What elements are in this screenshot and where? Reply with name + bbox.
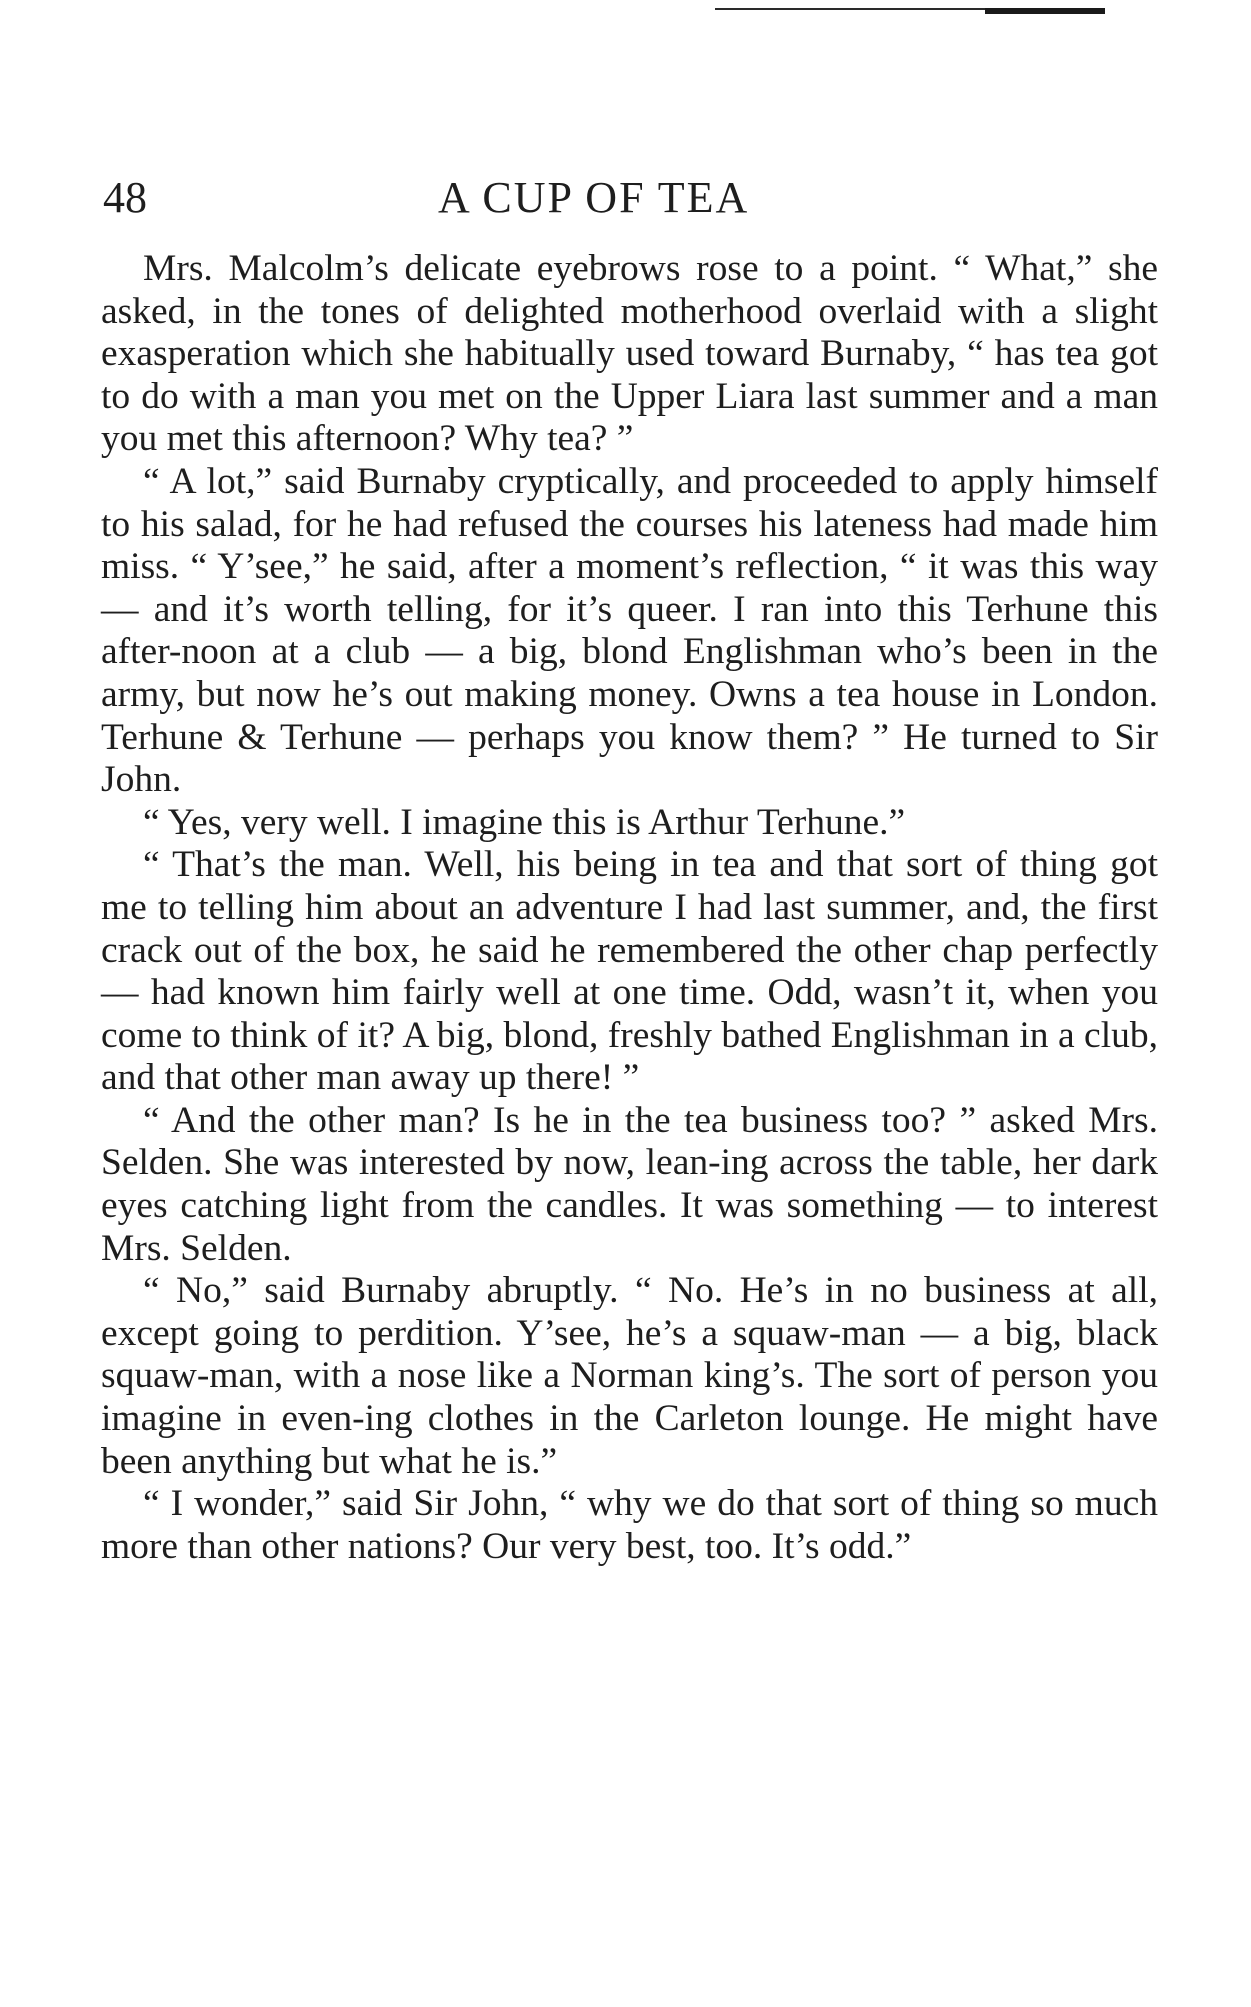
paragraph-4: “ That’s the man. Well, his being in tea and that sort of thing got me to telling him about an adventure I had last summer, and, the first crack out of the box, he said he remembered the other chap perfectly — had known him fairly well at one time. Odd, wasn’t it, when you come to think of it? A big, blond, freshly bathed Englishman in a club, and that other man away up there! ” [101, 844, 1158, 1099]
top-rule [715, 8, 1105, 16]
paragraph-3: “ Yes, very well. I imagine this is Arthur Terhune.” [143, 801, 906, 843]
paragraph-7: “ I wonder,” said Sir John, “ why we do that sort of thing so much more than other nations? Our very best, too. It’s odd.” [101, 1483, 1158, 1567]
page-number: 48 [103, 173, 147, 222]
paragraph-1: Mrs. Malcolm’s delicate eyebrows rose to a point. “ What,” she asked, in the tones of delighted motherhood overlaid with a slight exasperation which she habitually used toward Burnaby, “ has tea got to do with a man you met on the Upper Liara last summer and a man you met this afternoon? Why tea? ” [101, 248, 1158, 460]
paragraph-2: “ A lot,” said Burnaby cryptically, and proceeded to apply himself to his salad, for he had refused the courses his lateness had made him miss. “ Y’see,” he said, after a moment’s reflection, “ it was this way — and it’s worth telling, for it’s queer. I ran into this Terhune this after-noon at a club — a big, blond Englishman who’s been in the army, but now he’s out making money. Owns a tea house in London. Terhune & Terhune — perhaps you know them? ” He turned to Sir John. [101, 460, 1158, 801]
paragraph-5: “ And the other man? Is he in the tea business too? ” asked Mrs. Selden. She was interested by now, lean-ing across the table, her dark eyes catching light from the candles. It was something — to interest Mrs. Selden. [101, 1099, 1158, 1269]
running-header [103, 168, 1153, 228]
top-rule-thick [985, 8, 1105, 14]
running-title: A CUP OF TEA [438, 173, 750, 222]
body-text [101, 248, 1158, 1568]
paragraph-6: “ No,” said Burnaby abruptly. “ No. He’s in no business at all, except going to perdition. Y’see, he’s a squaw-man — a big, black squaw-man, with a nose like a Norman king’s. The sort of person you imagine in even-ing clothes in the Carleton lounge. He might have been anything but what he is.” [101, 1270, 1158, 1482]
